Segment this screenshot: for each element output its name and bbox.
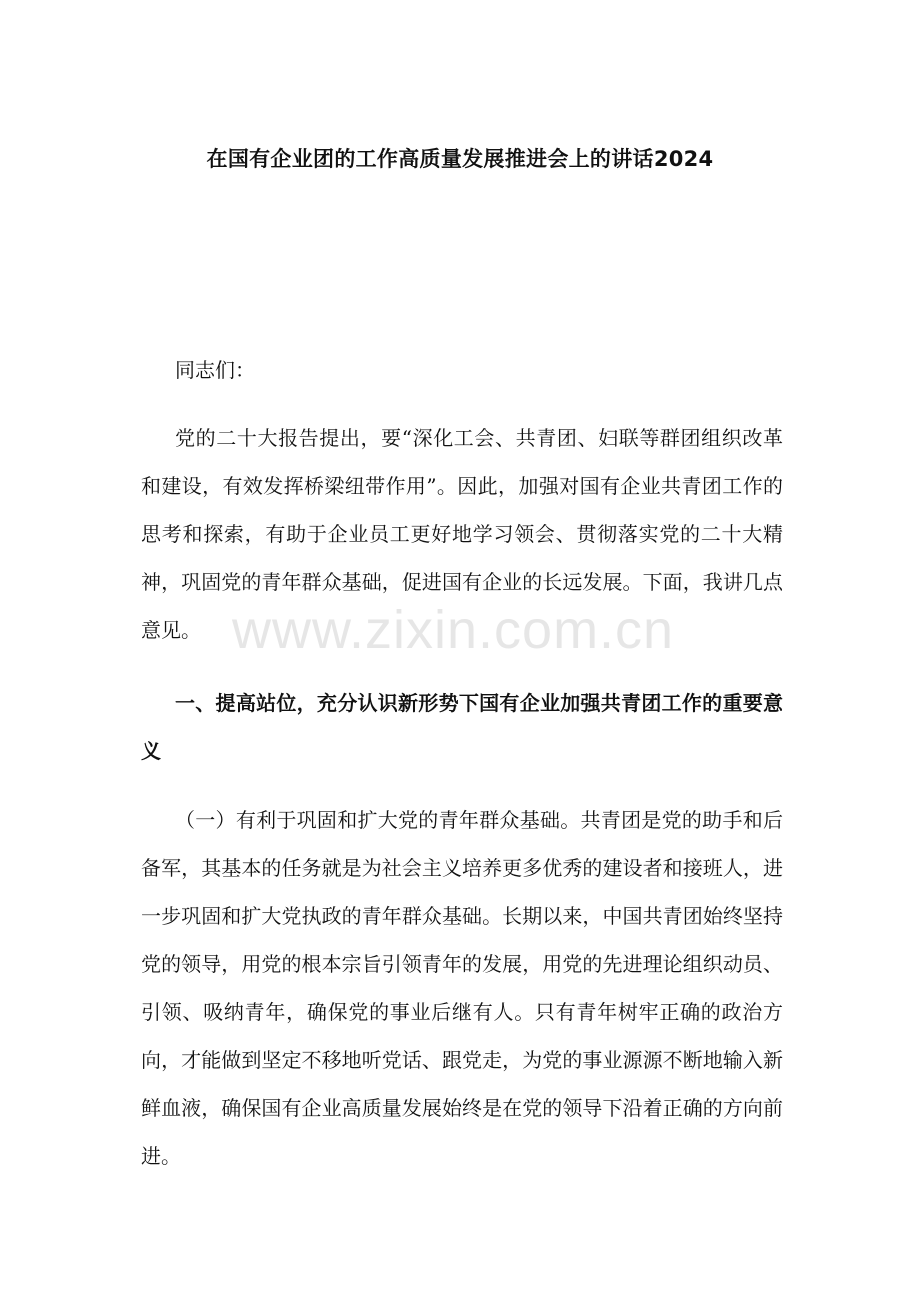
document-title: 在国有企业团的工作高质量发展推进会上的讲话2024: [206, 147, 714, 171]
section-heading-1: 一、提高站位，充分认识新形势下国有企业加强共青团工作的重要意义: [141, 691, 783, 763]
watermark-text: www.zixin.com.cn: [232, 600, 675, 660]
salutation: 同志们：: [175, 358, 255, 382]
paragraph-intro: 党的二十大报告提出，要“深化工会、共青团、妇联等群团组织改革和建设，有效发挥桥梁纽带作用”。因此，加强对国有企业共青团工作的思考和探索，有助于企业员工更好地学习领会、贯彻落实党的二十大精神，巩固党的青年群众基础，促进国有企业的长远发展。下面，我讲几点意见。: [141, 426, 783, 642]
paragraph-section-1-1: （一）有利于巩固和扩大党的青年群众基础。共青团是党的助手和后备军，其基本的任务就是为社会主义培养更多优秀的建设者和接班人，进一步巩固和扩大党执政的青年群众基础。长期以来，中国共青团始终坚持党的领导，用党的根本宗旨引领青年的发展，用党的先进理论组织动员、引领、吸纳青年，确保党的事业后继有人。只有青年树牢正确的政治方向，才能做到坚定不移地听党话、跟党走，为党的事业源源不断地输入新鲜血液，确保国有企业高质量发展始终是在党的领导下沿着正确的方向前进。: [141, 808, 783, 1168]
